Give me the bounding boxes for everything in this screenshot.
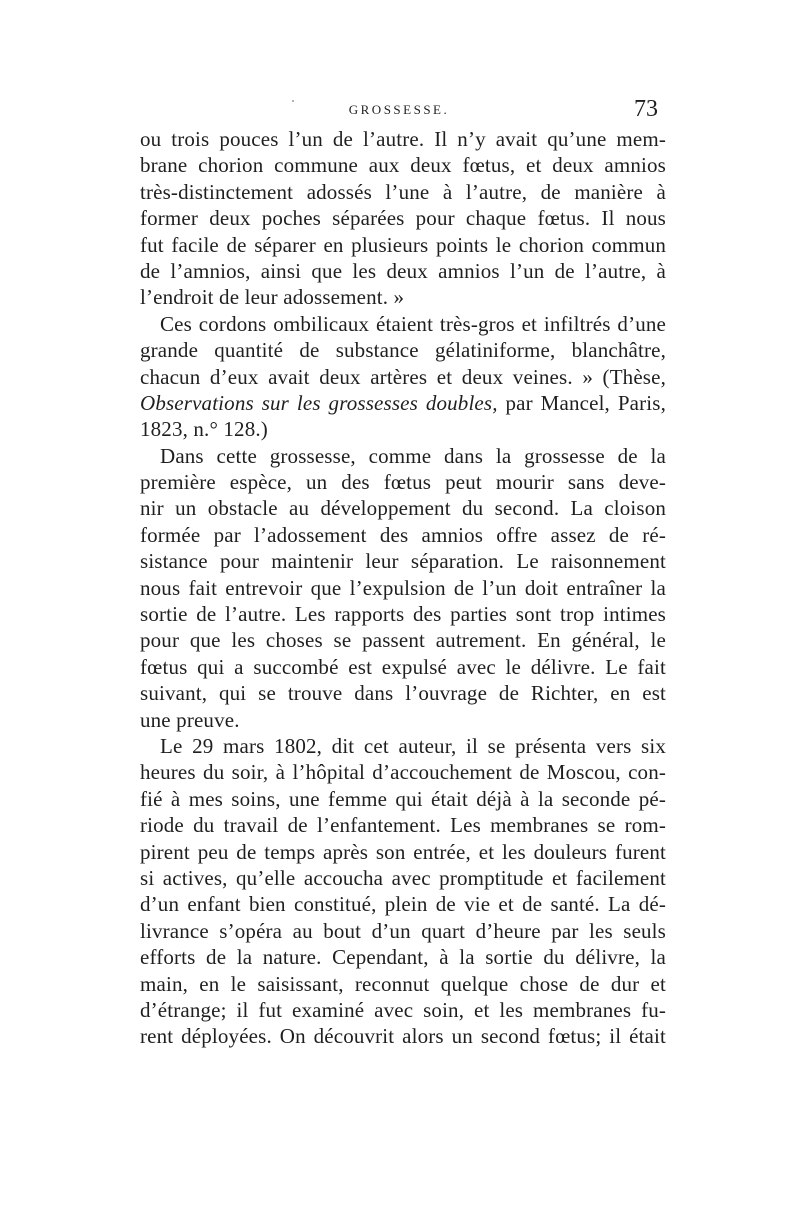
- paragraph-start-line: Dans cette grossesse, comme dans la grossesse de la: [160, 443, 666, 468]
- text-line: livrance s’opéra au bout d’un quart d’heure par les seuls: [140, 918, 666, 943]
- text-line: l’endroit de leur adossement. »: [140, 285, 405, 310]
- text-line: formée par l’adossement des amnios offre assez de ré-: [140, 522, 666, 547]
- text-line: suivant, qui se trouve dans l’ouvrage de Richter, en est: [140, 681, 666, 706]
- paragraph-start-line: Le 29 mars 1802, dit cet auteur, il se présenta vers six: [160, 733, 666, 758]
- text-line: d’un enfant bien constitué, plein de vie et de santé. La dé-: [140, 892, 666, 917]
- citation-title: Observations sur les grossesses doubles,: [140, 390, 498, 415]
- page-header: [140, 96, 658, 128]
- text-line: fut facile de séparer en plusieurs points le chorion commun: [140, 232, 666, 257]
- text-line: grande quantité de substance gélatiniforme, blanchâtre,: [140, 338, 666, 363]
- text-line: efforts de la nature. Cependant, à la sortie du délivre, la: [140, 945, 666, 970]
- text-line: nir un obstacle au développement du second. La cloison: [140, 496, 666, 521]
- running-head: GROSSESSE.: [348, 102, 450, 117]
- ink-speck: [292, 100, 294, 102]
- text-line: ou trois pouces l’un de l’autre. Il n’y avait qu’une mem-: [140, 127, 666, 151]
- text-line: d’étrange; il fut examiné avec soin, et les membranes fu-: [140, 997, 666, 1022]
- text-line: pirent peu de temps après son entrée, et les douleurs furent: [140, 839, 666, 864]
- paragraph-start-line: Ces cordons ombilicaux étaient très-gros et infiltrés d’une: [160, 311, 666, 336]
- text-line: heures du soir, à l’hôpital d’accouchement de Moscou, con-: [140, 760, 666, 785]
- text-line: 1823, n.° 128.): [140, 417, 268, 442]
- text-line: fié à mes soins, une femme qui était déjà à la seconde pé-: [140, 786, 666, 811]
- text-line: fœtus qui a succombé est expulsé avec le délivre. Le fait: [140, 654, 666, 679]
- page-number: 73: [634, 96, 658, 122]
- text-line: pour que les choses se passent autrement. En général, le: [140, 628, 666, 653]
- text-line: sortie de l’autre. Les rapports des parties sont trop intimes: [140, 602, 666, 627]
- body-text: [140, 126, 666, 1050]
- text-line: rent déployées. On découvrit alors un second fœtus; il était: [140, 1024, 666, 1049]
- citation-line: [140, 390, 666, 416]
- text-line: une preuve.: [140, 707, 240, 732]
- text-line: première espèce, un des fœtus peut mourir sans deve-: [140, 470, 666, 495]
- text-line: très-distinctement adossés l’une à l’autre, de manière à: [140, 179, 666, 204]
- text-line: former deux poches séparées pour chaque fœtus. Il nous: [140, 206, 666, 231]
- text-line: si actives, qu’elle accoucha avec promptitude et facilement: [140, 865, 666, 890]
- citation-author: par Mancel, Paris,: [497, 390, 666, 415]
- text-line: nous fait entrevoir que l’expulsion de l’un doit entraîner la: [140, 575, 666, 600]
- text-line: chacun d’eux avait deux artères et deux veines. » (Thèse,: [140, 364, 666, 389]
- text-line: main, en le saisissant, reconnut quelque chose de dur et: [140, 971, 666, 996]
- text-line: sistance pour maintenir leur séparation. Le raisonnement: [140, 549, 666, 574]
- text-line: riode du travail de l’enfantement. Les membranes se rom-: [140, 813, 666, 838]
- text-line: brane chorion commune aux deux fœtus, et deux amnios: [140, 153, 666, 178]
- text-line: de l’amnios, ainsi que les deux amnios l’un de l’autre, à: [140, 258, 666, 283]
